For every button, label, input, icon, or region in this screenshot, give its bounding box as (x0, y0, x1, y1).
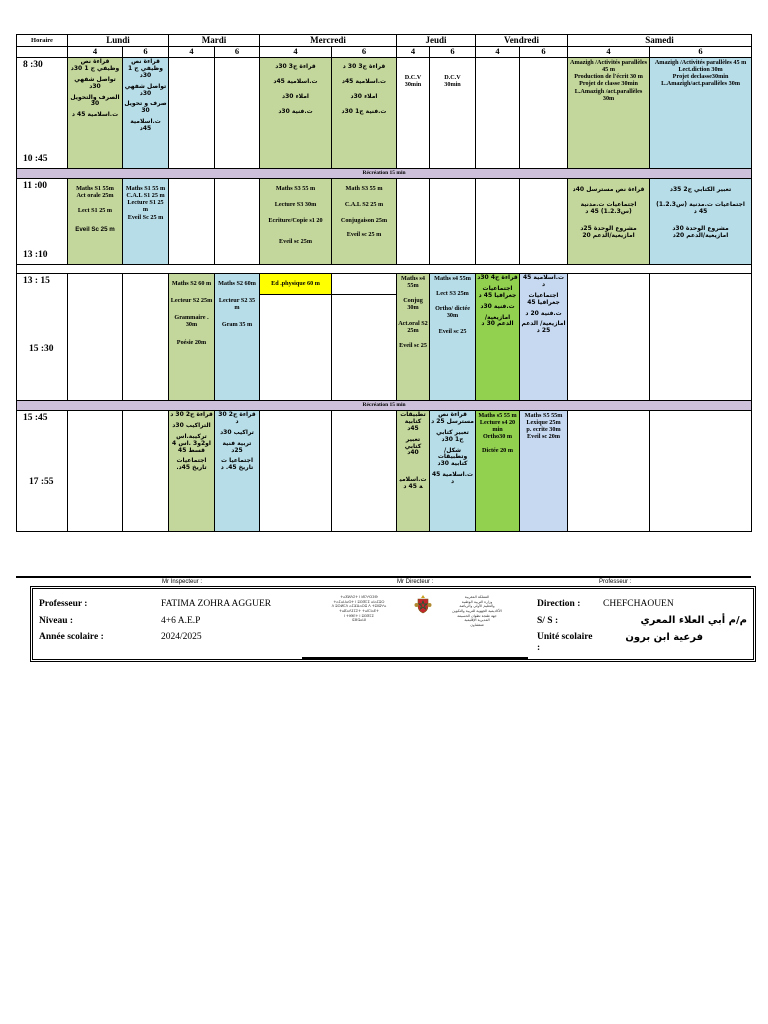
directeur-signature: Mr Directeur : (397, 579, 434, 585)
level-4: 4 (568, 47, 650, 58)
annee-value: 2024/2025 (161, 632, 202, 642)
level-6: 6 (215, 47, 260, 58)
cell-vendredi-6 (520, 179, 568, 265)
cell-mercredi-4: قراءة ج3 30د ت.اسلامية 45د املاء 30د ت.فنية 30د (260, 58, 332, 169)
cell-mardi-4: Maths S2 60 m Lecteur S2 25m Grammaire . 30m Poésie 20m (169, 274, 215, 401)
ministry-arabic: المملكة المغربية وزارة التربية الوطنية والتعليم الأولي والرياضة الأكاديمية الجهوية للتربية والتكوين جهة طنجة تطوان الحسيمة المديرية الإقليمية شفشاون (452, 595, 502, 628)
level-6: 6 (520, 47, 568, 58)
cell-mercredi-6: قراءة ج3 30 د ت.اسلامية 45د املاء 30د ت.فنية ج1 30د (332, 58, 397, 169)
day-vendredi: Vendredi (476, 35, 568, 47)
cell-vendredi-4 (476, 58, 520, 169)
signature-divider (16, 576, 751, 578)
day-jeudi: Jeudi (397, 35, 476, 47)
cell-vendredi-4: قراءة ج4 30د اجتماعيات جغرافيا 45 د ت.فنية 30د امازيغية/ الدعم 30 د (476, 274, 520, 401)
cell-samedi-4 (568, 274, 650, 401)
cell-jeudi-4: Maths s4 55m Conjug 30m Act.oral S2 25m Eveil sc 25 (397, 274, 430, 401)
cell-samedi-4: Amazigh /Activités parallèles 45 m Production de l'écrit 30 m Projet de classe 30min L.Amazigh /act.parallèles 30m (568, 58, 650, 169)
cell-lundi-4 (68, 274, 123, 401)
cell-mardi-4: قراءة ج2 30 د التراكيب 30د تركيبة.اس او2و3 .اس 4 قسط 45 اجتماعيات تاريخ 45د. (169, 411, 215, 532)
annee-label: Année scolaire : (39, 632, 104, 642)
ed-physique-block: Ed .physique 60 m (260, 274, 331, 295)
time-slot-3 (17, 274, 68, 401)
cell-lundi-4: قراءة نص وظيفي ج 1 30د تواصل شفهي 30د الصرف والتحويل 30 ت.اسلامية 45 د (68, 58, 123, 169)
cell-mercredi-4 (260, 411, 332, 532)
cell-lundi-6: قراءة نص وظيفي ج 1 30د تواصل شفهي 30د صرف و تحويل 30 ت.اسلامية 45د (123, 58, 169, 169)
cell-mercredi-6: Math S3 55 m C.A.L S2 25 m Conjugaison 25m Eveil sc 25 m (332, 179, 397, 265)
cell-vendredi-6: ت.اسلامية 45 د اجتماعيات جغرافيا 45 ت.فنية 20 د امازيغية/ الدعم 25 د (520, 274, 568, 401)
time-start: 15 :45 (23, 413, 48, 423)
cell-mercredi-4: Maths S3 55 m Lecture S3 30m Ecriture/Copie s1 20 Eveil sc 25m (260, 179, 332, 265)
time-start: 13 : 15 (23, 276, 50, 286)
level-4: 4 (397, 47, 430, 58)
cell-mercredi-6 (332, 411, 397, 532)
cell-vendredi-6 (520, 58, 568, 169)
time-end: 17 :55 (29, 477, 54, 487)
horaire-header: Horaire (17, 35, 68, 47)
level-4: 4 (169, 47, 215, 58)
time-slot-1 (17, 58, 68, 169)
time-end: 10 :45 (23, 154, 48, 165)
cell-samedi-4 (568, 411, 650, 532)
cell-vendredi-4: Maths s5 55 m Lecture s4 20 min Ortho30 m Dictée 20 m (476, 411, 520, 532)
info-footer (30, 586, 756, 662)
cell-jeudi-6: D.C.V 30min (430, 58, 476, 169)
day-mardi: Mardi (169, 35, 260, 47)
lunch-gap (17, 265, 752, 274)
unite-label: Unité scolaire : (537, 632, 593, 653)
day-mercredi: Mercredi (260, 35, 397, 47)
cell-samedi-6 (650, 274, 752, 401)
cell-samedi-6: Amazigh /Activités parallèles 45 m Lect.diction 30m Projet declasse30min L.Amazigh/act.parallèles 30m (650, 58, 752, 169)
cell-vendredi-6: Maths S5 55m Lexique 25m p. ecrite 30m Eveil sc 20m (520, 411, 568, 532)
recreation-bar: Récréation 15 min (17, 401, 752, 411)
cell-mardi-6 (215, 179, 260, 265)
level-6: 6 (332, 47, 397, 58)
time-end: 13 :10 (23, 250, 48, 261)
footer-underline (302, 657, 528, 660)
unite-value: فرعية ابن برون (625, 632, 703, 643)
time-start: 11 :00 (23, 181, 48, 191)
level-6: 6 (430, 47, 476, 58)
cell-jeudi-6 (430, 179, 476, 265)
level-4: 4 (476, 47, 520, 58)
level-4: 4 (260, 47, 332, 58)
time-end: 15 :30 (29, 344, 54, 354)
prof-value: FATIMA ZOHRA AGGUER (161, 599, 272, 609)
cell-samedi-6 (650, 411, 752, 532)
cell-mercredi-6 (332, 274, 397, 401)
level-4: 4 (68, 47, 123, 58)
ss-value: م/م أبي العلاء المعري (640, 615, 747, 626)
cell-lundi-6: Maths S1 55 m C.A.L S1 25 m Lecture S1 25 m Eveil Sc 25 m (123, 179, 169, 265)
time-start: 8 :30 (23, 60, 43, 70)
moroccan-emblem-icon (414, 594, 432, 614)
cell-mardi-4 (169, 179, 215, 265)
cell-jeudi-4 (397, 179, 430, 265)
cell-lundi-6 (123, 411, 169, 532)
cell-mardi-6 (215, 58, 260, 169)
niveau-value: 4+6 A.E.P (161, 616, 201, 626)
direction-value: CHEFCHAOUEN (603, 599, 674, 609)
cell-lundi-4: Maths S1 55m Act orale 25m Lect S1 25 m Eveil Sc 25 m (68, 179, 123, 265)
prof-label: Professeur : (39, 599, 88, 609)
empty-level-cell (17, 47, 68, 58)
cell-jeudi-4: D.C.V 30min (397, 58, 430, 169)
ss-label: S/ S : (537, 616, 559, 626)
cell-samedi-6: تعبير الكتابي ج2 35د اجتماعيات ت.مدنية (س1.2.3) 45 د مشروع الوحدة 30د امازيغية/الدعم 20د (650, 179, 752, 265)
day-lundi: Lundi (68, 35, 169, 47)
cell-jeudi-6: Maths s4 55m Lect S3 25m Ortho/ dictée 30m Eveil sc 25 (430, 274, 476, 401)
level-6: 6 (650, 47, 752, 58)
cell-jeudi-4: تطبيقات كتابية 45د تعبير كتابي 40د ت.اسلامية 45 د (397, 411, 430, 532)
niveau-label: Niveau : (39, 616, 74, 626)
inspecteur-signature: Mr Inspecteur : (162, 579, 203, 585)
time-slot-4 (17, 411, 68, 532)
direction-label: Direction : (537, 599, 581, 609)
time-slot-2 (17, 179, 68, 265)
cell-lundi-6 (123, 274, 169, 401)
ministry-tifinagh: ⵜⴰⴳⵍⴷⵉⵜ ⵏ ⵍⵎⵖⵔⵉⴱ ⵜⴰⵎⴰⵡⴰⵙⵜ ⵏ ⵓⵙⴳⵎⵉ ⴰⵏⴰⵎⵓⵔ ⴷ ⵓⵙⵍⵎⴷ ⴰⵎⵣⵡⴰⵔⵓ ⴷ ⵜⵓⵏⵏⵓⵖⴰ ⵜⴰⴽⴰⴷⵉⵎⵉⵜ ⵜⴰⵏⵎⵏⴰⴹⵜ ⵏ ⵜⵏⴱⴹⵜ ⵏ ⵓⵙⴳⵎⵉ ⵛⴼⵛⴰⵡⵏ (331, 595, 387, 623)
cell-jeudi-6: قراءة نص مسترسل 25 د تعبير كتابي ج1 30د شكل/ وتطبيقات كتابية 30د ت.اسلامية 45 د (430, 411, 476, 532)
day-samedi: Samedi (568, 35, 752, 47)
cell-mardi-4 (169, 58, 215, 169)
recreation-bar: Récréation 15 min (17, 169, 752, 179)
cell-mercredi-4 (260, 274, 332, 401)
cell-lundi-4 (68, 411, 123, 532)
cell-mardi-6: قراءة ج2 30 د تراكيب 30د تربية فنية 25د اجتماعيا ت تاريخ 45. د (215, 411, 260, 532)
timetable (16, 34, 752, 532)
cell-vendredi-4 (476, 179, 520, 265)
professeur-signature: Professeur : (599, 579, 632, 585)
level-6: 6 (123, 47, 169, 58)
cell-samedi-4: قراءة نص مسترسل 40د اجتماعيات ت.مدنية (س1.2.3) 45 د مشروع الوحدة 25د امازيغية/الدعم 20 (568, 179, 650, 265)
cell-mardi-6: Maths S2 60m Lecteur S2 35 m Gram 35 m (215, 274, 260, 401)
